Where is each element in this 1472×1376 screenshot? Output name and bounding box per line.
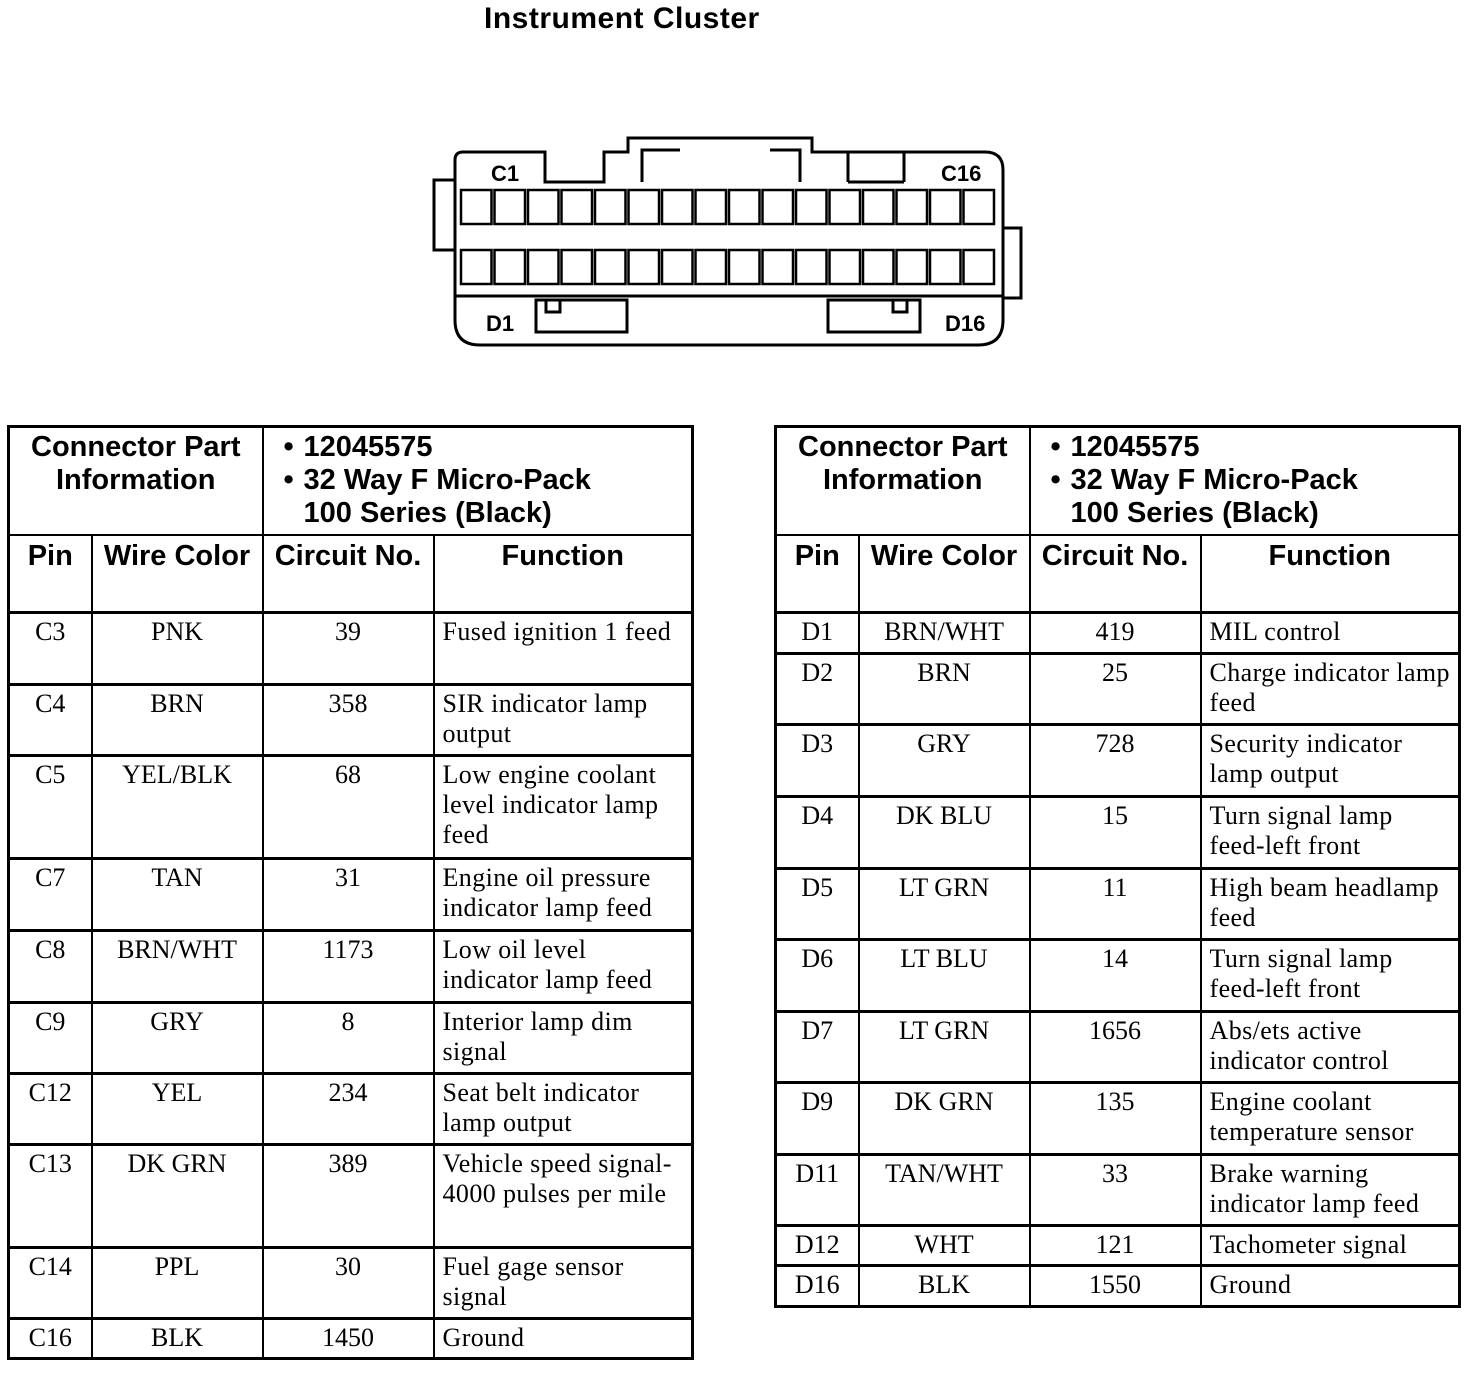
table-row — [9, 684, 693, 755]
function-cell: Charge indicator lamp feed — [1201, 653, 1460, 724]
column-header-wire-color: Wire Color — [92, 535, 263, 612]
part-description: • 32 Way F Micro-Pack — [304, 464, 692, 497]
table-row — [9, 1318, 693, 1358]
circuit-number-cell: 234 — [263, 1073, 434, 1144]
circuit-number-cell: 1656 — [1030, 1011, 1201, 1082]
function-cell: Turn signal lamp feed-left front — [1201, 939, 1460, 1011]
pin-cell: D6 — [776, 939, 859, 1011]
part-number: • 12045575 — [304, 431, 692, 464]
wire-color-cell: BLK — [92, 1318, 263, 1358]
pin-c-cavity — [763, 190, 794, 224]
wire-color-cell: DK GRN — [859, 1082, 1030, 1154]
column-header-function: Function — [434, 535, 693, 612]
circuit-number-cell: 1173 — [263, 930, 434, 1002]
wire-color-cell: LT BLU — [859, 939, 1030, 1011]
circuit-number-cell: 30 — [263, 1247, 434, 1318]
circuit-number-cell: 728 — [1030, 724, 1201, 796]
table-body — [9, 612, 693, 1358]
wire-color-cell: TAN — [92, 858, 263, 930]
circuit-number-cell: 31 — [263, 858, 434, 930]
function-cell: Abs/ets active indicator control — [1201, 1011, 1460, 1082]
page-title: Instrument Cluster — [484, 2, 760, 35]
circuit-number-cell: 14 — [1030, 939, 1201, 1011]
table-row — [9, 1073, 693, 1144]
pin-d-cavity — [528, 250, 559, 284]
table-row — [9, 1247, 693, 1318]
pin-cell: D12 — [776, 1225, 859, 1265]
connector-part-info — [263, 427, 693, 536]
table-row — [9, 1002, 693, 1073]
pin-d-cavity — [830, 250, 861, 284]
column-header-function: Function — [1201, 535, 1460, 612]
function-cell: MIL control — [1201, 612, 1460, 653]
function-cell: Ground — [434, 1318, 693, 1358]
circuit-number-cell: 25 — [1030, 653, 1201, 724]
table-row — [776, 1265, 1460, 1306]
pin-d-cavity — [495, 250, 526, 284]
pin-c-cavity — [595, 190, 626, 224]
circuit-number-cell: 8 — [263, 1002, 434, 1073]
pin-d-cavity — [696, 250, 727, 284]
pin-d-cavity — [595, 250, 626, 284]
column-header-circuit-no: Circuit No. — [1030, 535, 1201, 612]
function-cell: Low oil level indicator lamp feed — [434, 930, 693, 1002]
pin-d-cavity — [461, 250, 492, 284]
pin-c-cavity — [863, 190, 894, 224]
wire-color-cell: TAN/WHT — [859, 1154, 1030, 1225]
circuit-number-cell: 11 — [1030, 868, 1201, 939]
circuit-number-cell: 121 — [1030, 1225, 1201, 1265]
pin-d-cavity — [863, 250, 894, 284]
table-row — [9, 755, 693, 858]
circuit-number-cell: 1550 — [1030, 1265, 1201, 1306]
pin-d-cavity — [629, 250, 660, 284]
pin-c-cavity — [528, 190, 559, 224]
part-series: 100 Series (Black) — [1070, 497, 1319, 529]
table-row — [9, 1144, 693, 1247]
column-header-pin: Pin — [776, 535, 859, 612]
pin-cell: C7 — [9, 858, 92, 930]
wire-color-cell: LT GRN — [859, 868, 1030, 939]
pin-c-cavity — [696, 190, 727, 224]
table-row — [776, 612, 1460, 653]
wire-color-cell: WHT — [859, 1225, 1030, 1265]
function-cell: Engine coolant temperature sensor — [1201, 1082, 1460, 1154]
pin-c-cavity — [629, 190, 660, 224]
function-cell: Security indicator lamp output — [1201, 724, 1460, 796]
pin-d-cavity — [897, 250, 928, 284]
pin-c-cavity — [964, 190, 995, 224]
function-cell: Brake warning indicator lamp feed — [1201, 1154, 1460, 1225]
circuit-number-cell: 1450 — [263, 1318, 434, 1358]
pin-label-d-first: D1 — [486, 311, 515, 336]
function-cell: Ground — [1201, 1265, 1460, 1306]
pin-d-cavity — [763, 250, 794, 284]
wire-color-cell: GRY — [859, 724, 1030, 796]
table-row — [776, 1154, 1460, 1225]
pin-d-cavity — [662, 250, 693, 284]
pin-cell: D4 — [776, 796, 859, 868]
circuit-number-cell: 68 — [263, 755, 434, 858]
pin-c-cavity — [796, 190, 827, 224]
table-body — [776, 612, 1460, 1306]
pin-cell: D7 — [776, 1011, 859, 1082]
pin-c-cavity — [830, 190, 861, 224]
wire-color-cell: PNK — [92, 612, 263, 684]
cavity-row-d — [461, 250, 994, 284]
function-cell: Interior lamp dim signal — [434, 1002, 693, 1073]
connector-part-label: Connector Part Information — [776, 427, 1030, 536]
function-cell: Seat belt indicator lamp output — [434, 1073, 693, 1144]
function-cell: Fuel gage sensor signal — [434, 1247, 693, 1318]
table-row — [9, 858, 693, 930]
connector-table-d — [774, 425, 1461, 1308]
pin-cell: C3 — [9, 612, 92, 684]
table-row — [9, 612, 693, 684]
pin-cell: D11 — [776, 1154, 859, 1225]
column-header-wire-color: Wire Color — [859, 535, 1030, 612]
wire-color-cell: BRN/WHT — [92, 930, 263, 1002]
pin-c-cavity — [461, 190, 492, 224]
pin-cell: D16 — [776, 1265, 859, 1306]
table-row — [9, 930, 693, 1002]
wire-color-cell: BLK — [859, 1265, 1030, 1306]
pin-cell: D9 — [776, 1082, 859, 1154]
wire-color-cell: YEL/BLK — [92, 755, 263, 858]
function-cell: High beam headlamp feed — [1201, 868, 1460, 939]
pin-cell: C9 — [9, 1002, 92, 1073]
function-cell: Fused ignition 1 feed — [434, 612, 693, 684]
table-row — [776, 939, 1460, 1011]
table-row — [776, 1082, 1460, 1154]
pin-c-cavity — [662, 190, 693, 224]
pin-cell: D2 — [776, 653, 859, 724]
part-series: 100 Series (Black) — [303, 497, 552, 529]
pin-c-cavity — [729, 190, 760, 224]
cavity-row-c — [461, 190, 994, 224]
circuit-number-cell: 389 — [263, 1144, 434, 1247]
pin-d-cavity — [930, 250, 961, 284]
part-number: • 12045575 — [1071, 431, 1459, 464]
function-cell: Turn signal lamp feed-left front — [1201, 796, 1460, 868]
pin-cell: C5 — [9, 755, 92, 858]
pin-d-cavity — [729, 250, 760, 284]
pin-cell: C16 — [9, 1318, 92, 1358]
part-description: • 32 Way F Micro-Pack — [1071, 464, 1459, 497]
connector-part-info — [1030, 427, 1460, 536]
function-cell: SIR indicator lamp output — [434, 684, 693, 755]
pin-cell: C14 — [9, 1247, 92, 1318]
table-row — [776, 868, 1460, 939]
circuit-number-cell: 419 — [1030, 612, 1201, 653]
pin-cell: C4 — [9, 684, 92, 755]
pin-cell: C8 — [9, 930, 92, 1002]
connector-table-c — [7, 425, 694, 1360]
column-header-pin: Pin — [9, 535, 92, 612]
pin-d-cavity — [562, 250, 593, 284]
table-row — [776, 653, 1460, 724]
pin-cell: D5 — [776, 868, 859, 939]
wire-color-cell: DK GRN — [92, 1144, 263, 1247]
pin-d-cavity — [964, 250, 995, 284]
pin-label-c-last: C16 — [941, 161, 982, 186]
pin-cell: D1 — [776, 612, 859, 653]
pin-cell: C12 — [9, 1073, 92, 1144]
wire-color-cell: BRN/WHT — [859, 612, 1030, 653]
pin-label-d-last: D16 — [945, 311, 986, 336]
pin-c-cavity — [495, 190, 526, 224]
function-cell: Vehicle speed signal-4000 pulses per mile — [434, 1144, 693, 1247]
connector-part-label: Connector Part Information — [9, 427, 263, 536]
pin-c-cavity — [930, 190, 961, 224]
circuit-number-cell: 39 — [263, 612, 434, 684]
connector-face-diagram — [430, 130, 1030, 350]
wire-color-cell: GRY — [92, 1002, 263, 1073]
wire-color-cell: DK BLU — [859, 796, 1030, 868]
circuit-number-cell: 33 — [1030, 1154, 1201, 1225]
pin-c-cavity — [562, 190, 593, 224]
pin-d-cavity — [796, 250, 827, 284]
pin-c-cavity — [897, 190, 928, 224]
wire-color-cell: YEL — [92, 1073, 263, 1144]
table-row — [776, 796, 1460, 868]
wire-color-cell: LT GRN — [859, 1011, 1030, 1082]
circuit-number-cell: 358 — [263, 684, 434, 755]
function-cell: Low engine coolant level indicator lamp feed — [434, 755, 693, 858]
table-row — [776, 1225, 1460, 1265]
circuit-number-cell: 15 — [1030, 796, 1201, 868]
function-cell: Engine oil pressure indicator lamp feed — [434, 858, 693, 930]
circuit-number-cell: 135 — [1030, 1082, 1201, 1154]
column-header-circuit-no: Circuit No. — [263, 535, 434, 612]
table-row — [776, 1011, 1460, 1082]
table-row — [776, 724, 1460, 796]
wire-color-cell: PPL — [92, 1247, 263, 1318]
function-cell: Tachometer signal — [1201, 1225, 1460, 1265]
wire-color-cell: BRN — [92, 684, 263, 755]
wire-color-cell: BRN — [859, 653, 1030, 724]
pin-cell: D3 — [776, 724, 859, 796]
pin-cell: C13 — [9, 1144, 92, 1247]
pin-label-c-first: C1 — [491, 161, 520, 186]
